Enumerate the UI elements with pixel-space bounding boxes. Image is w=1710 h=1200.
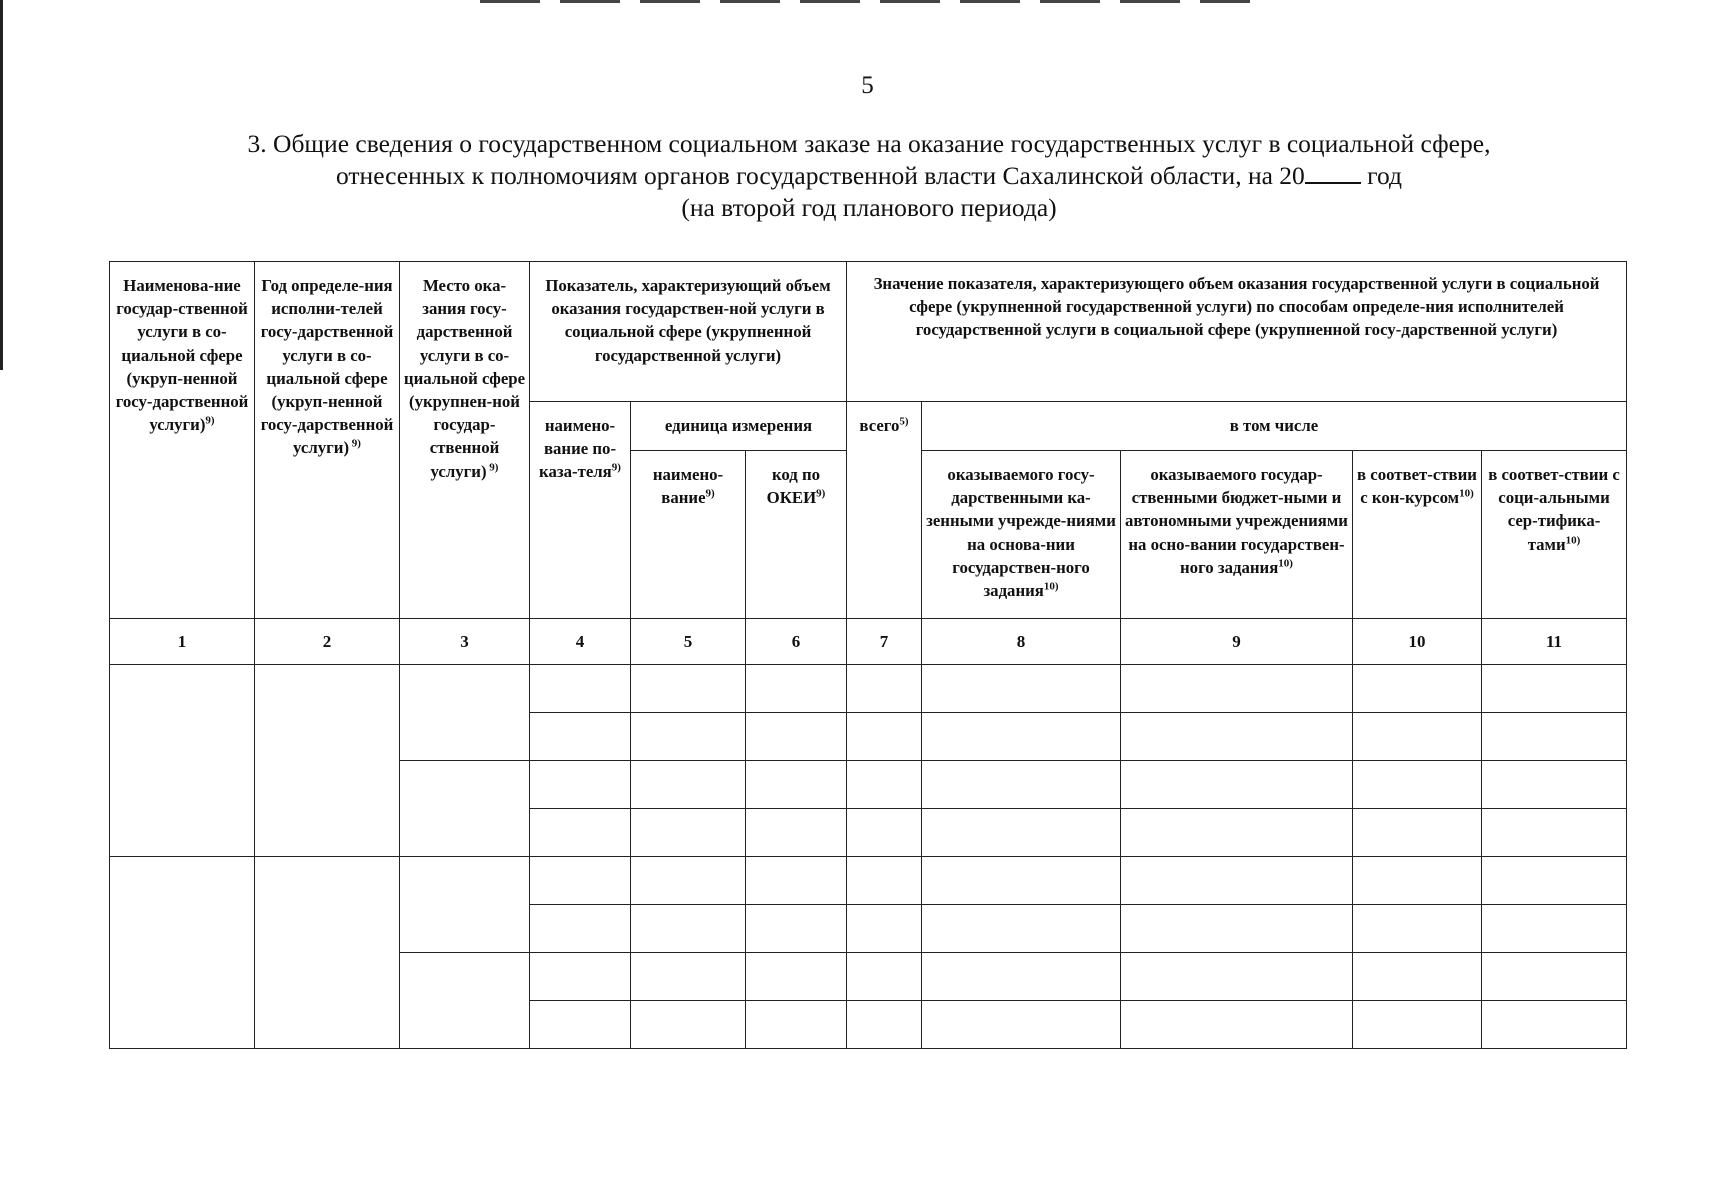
empty-cell [922,953,1121,1001]
empty-cell [746,665,847,713]
empty-cell [922,665,1121,713]
empty-cell [530,857,631,905]
empty-cell [400,665,530,761]
column-number: 11 [1482,619,1627,665]
empty-cell [1353,761,1482,809]
empty-cell [1482,713,1627,761]
empty-cell [1121,713,1353,761]
empty-cell [530,665,631,713]
empty-cell [922,809,1121,857]
empty-cell [631,953,746,1001]
header-service-name: Наименова-ние государ-ственной услуги в со-циальной сфере (укруп-ненной госу-дарственной услуги)$^{9)}$ [110,262,255,619]
empty-cell [1121,1001,1353,1049]
empty-cell [922,713,1121,761]
page-number: 5 [861,72,874,99]
heading-line-2: отнесенных к полномочиям органов государственной власти Сахалинской области, на 20 год [335,161,1402,190]
header-indicator-group: Показатель, характеризующий объем оказания государствен-ной услуги в социальной сфере (укрупненной государственной услуги) [530,262,847,402]
empty-cell [922,761,1121,809]
empty-cell [400,953,530,1049]
empty-cell [631,809,746,857]
header-state-treasury: оказываемого госу-дарственными ка-зенными учрежде-ниями на основа-нии государствен-ного задания$^{10)}$ [922,451,1121,619]
empty-cell [847,953,922,1001]
header-unit-group: единица измерения [631,402,847,451]
empty-cell [631,1001,746,1049]
empty-cell [530,713,631,761]
empty-cell [922,857,1121,905]
section-heading [120,128,1618,224]
empty-cell [1121,809,1353,857]
empty-cell [1482,953,1627,1001]
empty-cell [631,713,746,761]
column-number: 9 [1121,619,1353,665]
column-number: 1 [110,619,255,665]
empty-cell [1482,905,1627,953]
empty-cell [847,1001,922,1049]
empty-cell [847,713,922,761]
header-certificates: в соответ-ствии с соци-альными сер-тифика-тами$^{10)}$ [1482,451,1627,619]
empty-cell [1353,713,1482,761]
header-value-group: Значение показателя, характеризующего объем оказания государственной услуги в социальной сфере (укрупненной государственной услуги) по способам определе-ния исполнителей государственной услуги в социальной сфере (укрупненной госу-дарственной услуги) [847,262,1627,402]
empty-cell [530,1001,631,1049]
empty-cell [1121,857,1353,905]
heading-line-3: (на второй год планового периода) [681,193,1057,222]
empty-cell [847,665,922,713]
column-number: 7 [847,619,922,665]
empty-cell [1353,905,1482,953]
empty-cell [1121,905,1353,953]
header-indicator-name: наимено-вание по-каза-теля$^{9)}$ [530,402,631,619]
header-okei-code: код по ОКЕИ$^{9)}$ [746,451,847,619]
column-number: 3 [400,619,530,665]
empty-cell [631,857,746,905]
column-number: 6 [746,619,847,665]
empty-cell [400,857,530,953]
empty-cell [110,857,255,1049]
empty-cell [746,809,847,857]
empty-cell [746,857,847,905]
empty-cell [1482,857,1627,905]
column-number: 10 [1353,619,1482,665]
empty-cell [746,713,847,761]
empty-cell [110,665,255,857]
column-number: 5 [631,619,746,665]
empty-cell [1121,665,1353,713]
empty-cell [746,905,847,953]
empty-cell [530,905,631,953]
empty-cell [1353,857,1482,905]
empty-cell [631,761,746,809]
header-year: Год определе-ния исполни-телей госу-дарственной услуги в со-циальной сфере (укруп-ненной госу-дарственной услуги) $^{9)}$ [255,262,400,619]
empty-cell [1482,809,1627,857]
empty-cell [1482,1001,1627,1049]
empty-cell [847,761,922,809]
empty-cell [847,905,922,953]
empty-cell [922,905,1121,953]
empty-cell [847,857,922,905]
empty-cell [746,761,847,809]
header-including: в том числе [922,402,1627,451]
empty-cell [631,665,746,713]
header-competition: в соответ-ствии с кон-курсом$^{10)}$ [1353,451,1482,619]
header-place: Место ока-зания госу-дарственной услуги в со-циальной сфере (укрупнен-ной государ-ственной услуги) $^{9)}$ [400,262,530,619]
empty-cell [530,953,631,1001]
header-budget-autonomous: оказываемого государ-ственными бюджет-ными и автономными учреждениями на осно-вании государствен-ного задания$^{10)}$ [1121,451,1353,619]
year-blank [1305,162,1361,184]
empty-cell [255,665,400,857]
column-number: 2 [255,619,400,665]
empty-cell [1353,1001,1482,1049]
empty-cell [746,953,847,1001]
empty-cell [847,809,922,857]
empty-cell [746,1001,847,1049]
empty-cell [1353,953,1482,1001]
empty-cell [1353,809,1482,857]
empty-cell [631,905,746,953]
empty-cell [255,857,400,1049]
empty-cell [1121,761,1353,809]
empty-cell [530,761,631,809]
heading-line-1: 3. Общие сведения о государственном социальном заказе на оказание государственных услуг в социальной сфере, [247,129,1491,158]
empty-cell [922,1001,1121,1049]
empty-cell [530,809,631,857]
empty-cell [1121,953,1353,1001]
header-total: всего$^{5)}$ [847,402,922,619]
scan-top-mark [480,0,1250,3]
column-number: 8 [922,619,1121,665]
header-unit-name: наимено-вание$^{9)}$ [631,451,746,619]
column-number-row [110,619,1627,665]
table-row [110,857,1627,905]
column-number: 4 [530,619,631,665]
table-row [110,665,1627,713]
scan-edge-line [0,0,3,370]
social-order-table [109,261,1627,1049]
empty-cell [1482,665,1627,713]
empty-cell [1482,761,1627,809]
empty-cell [400,761,530,857]
empty-cell [1353,665,1482,713]
